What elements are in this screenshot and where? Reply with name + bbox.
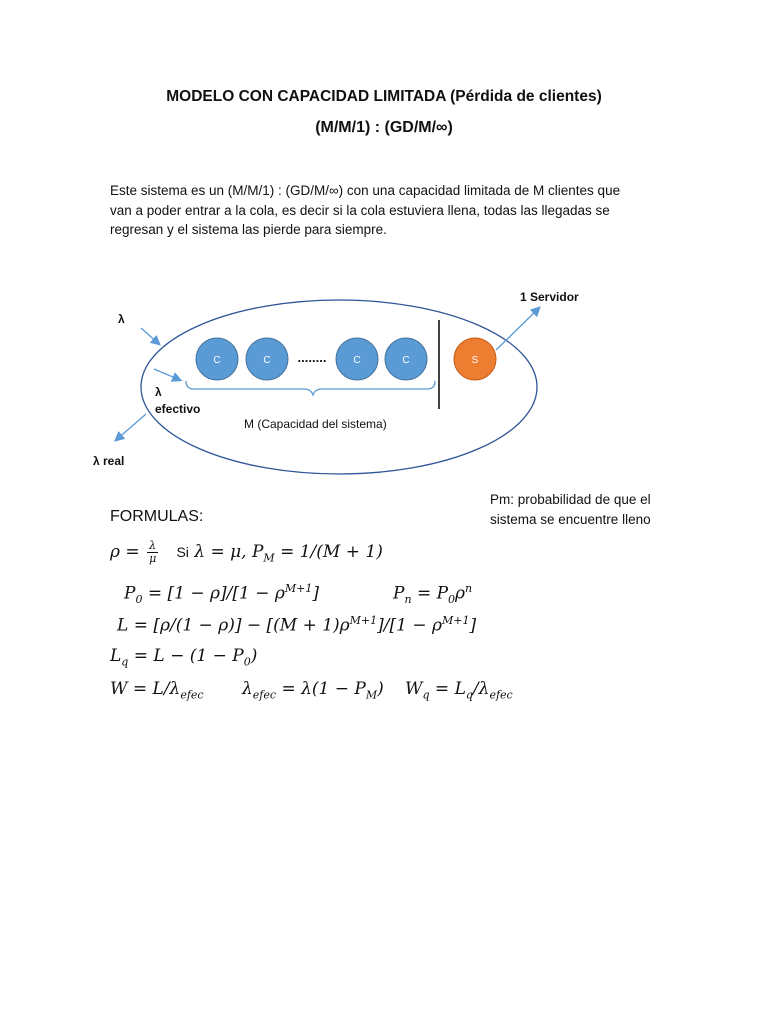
lambda-arrow [141, 328, 159, 344]
page-title: MODELO CON CAPACIDAD LIMITADA (Pérdida de clientes) [166, 88, 602, 105]
pm-note: Pm: probabilidad de que el sistema se encuentre lleno [490, 492, 651, 527]
intro-line: regresan y el sistema las pierde para siempre. [110, 222, 387, 237]
capacity-label: M (Capacidad del sistema) [244, 417, 387, 431]
lambda-real-label: λ real [93, 454, 125, 468]
capacity-brace [186, 381, 435, 395]
intro-line: van a poder entrar a la cola, es decir si la cola estuviera llena, todas las llegadas se [110, 202, 610, 218]
lambda-real-arrow [116, 414, 146, 440]
page-subtitle: (M/M/1) : (GD/M/∞) [315, 119, 453, 136]
server-label: S [471, 355, 479, 366]
queue-dots: ........ [297, 350, 327, 365]
formulas-heading: FORMULAS: [110, 508, 204, 525]
customer-label: C [213, 355, 221, 366]
formula-pn: $P_n = P_0\rho^n$ [393, 582, 473, 607]
lambda-efectivo-symbol: λ [155, 385, 162, 399]
formula-p0: $P_0 = [1 - \rho]/[1 - \rho^{M+1}]$ [124, 582, 319, 607]
server-out-arrow [496, 308, 539, 350]
lambda-efectivo-arrow [154, 369, 180, 380]
system-boundary [141, 300, 537, 474]
lambda-efectivo-word: efectivo [155, 402, 201, 416]
customer-label: C [402, 355, 410, 366]
formula-wq: $W_q = L_q/\lambda_{efec}$ [405, 679, 513, 702]
lambda-label: λ [118, 312, 125, 326]
customer-label: C [353, 355, 361, 366]
intro-line: Este sistema es un (M/M/1) : (GD/M/∞) con una capacidad limitada de M clientes que [110, 183, 621, 198]
formula-lambda-efec: $\lambda_{efec} = \lambda(1 - P_M)$ [242, 679, 384, 702]
formula-l: $L = [\rho/(1 - \rho)] - [(M + 1)\rho^{M+1}]/[1 - \rho^{M+1}]$ [117, 614, 477, 636]
formula-lq: $L_q = L - (1 - P_0)$ [110, 646, 258, 669]
formula-rho: ρ = $\frac{\lambda}{\mu}$ Si λ = μ, $P_M = 1/(M + 1)$ [110, 539, 383, 565]
server-count-label: 1 Servidor [520, 290, 579, 304]
formula-w: $W = L/\lambda_{efec}$ [110, 679, 204, 702]
customer-label: C [263, 355, 271, 366]
